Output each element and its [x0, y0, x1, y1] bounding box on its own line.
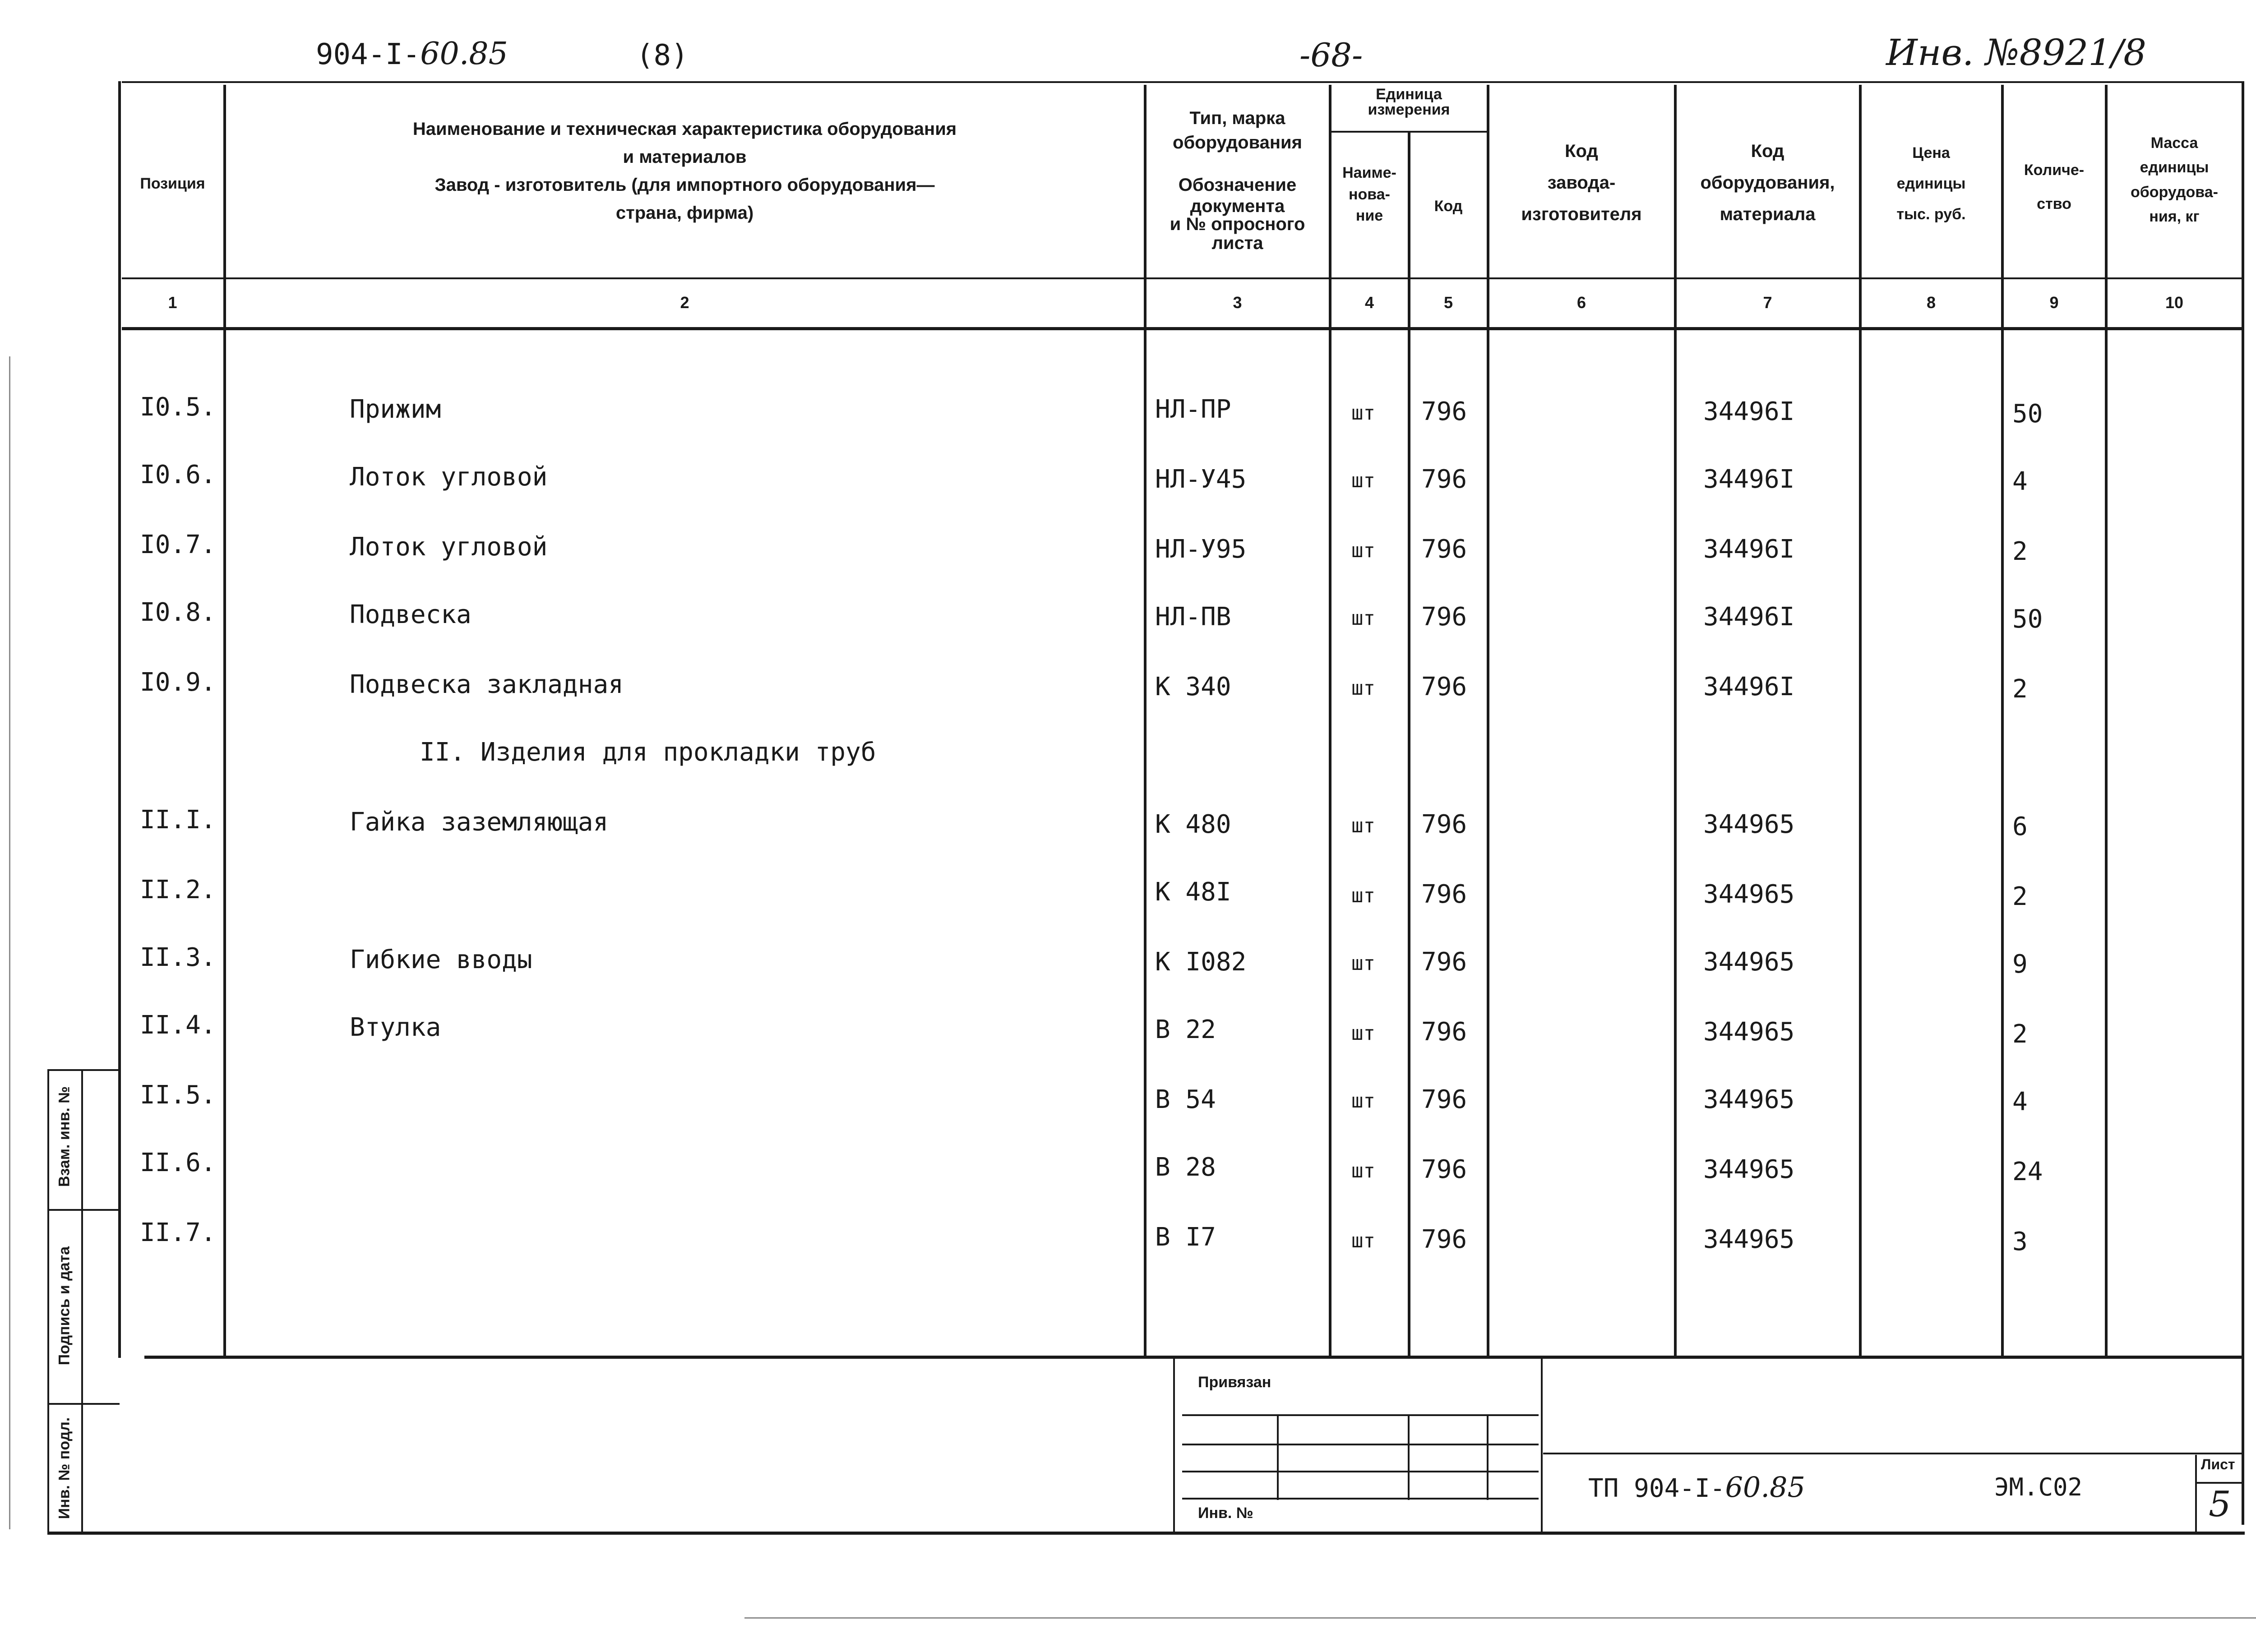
row-unit-code: 796 [1421, 672, 1467, 701]
row-quantity: 24 [2012, 1157, 2043, 1186]
row-unit-code: 796 [1421, 880, 1467, 909]
header-quantity-line1: Количе- [2024, 162, 2085, 179]
row-material-code: 34496I [1703, 535, 1795, 564]
header-type-line6: листа [1211, 233, 1263, 253]
row-name: Втулка [350, 1013, 441, 1042]
row-unit: шт [1351, 1159, 1375, 1182]
header-quantity-line2: ство [2037, 195, 2071, 212]
row-unit-code: 796 [1421, 397, 1467, 426]
col-sep [1674, 85, 1677, 1358]
page-marker: -68- [1299, 36, 1363, 74]
column-number: 8 [1926, 293, 1936, 312]
numbers-bottom-rule [122, 327, 2242, 330]
header-maker-code-line3: изготовителя [1521, 204, 1642, 224]
row-position: II.7. [140, 1218, 216, 1247]
side-stamp-outer [47, 1069, 49, 1534]
inventory-label: Инв. № [1886, 32, 2020, 74]
scan-line [9, 356, 10, 1529]
privyazan-box-right [1541, 1358, 1543, 1534]
row-quantity: 50 [2012, 605, 2043, 634]
col-sep [1329, 85, 1331, 1358]
body-bottom-rule [144, 1356, 2242, 1359]
privyazan-grid-rule [1182, 1444, 1539, 1445]
row-type: В I7 [1155, 1223, 1216, 1252]
row-position: II.6. [140, 1148, 216, 1177]
row-position: II.5. [140, 1080, 216, 1110]
doc-code [316, 36, 508, 72]
row-position: I0.5. [140, 392, 216, 422]
header-price-line1: Цена [1912, 144, 1950, 162]
row-position: II.I. [140, 805, 216, 835]
column-number: 1 [168, 293, 177, 312]
side-stamp-inner [81, 1069, 83, 1534]
row-quantity: 3 [2012, 1227, 2028, 1256]
privyazan-grid-rule [1182, 1471, 1539, 1472]
scan-line [744, 1617, 2256, 1619]
header-material-code [1676, 135, 1859, 230]
header-maker-code [1489, 135, 1674, 230]
row-material-code: 344965 [1703, 880, 1795, 909]
header-mass-line3: оборудова- [2131, 183, 2218, 201]
row-material-code: 344965 [1703, 1225, 1795, 1254]
row-type: НЛ-У95 [1155, 535, 1247, 564]
row-name: Гайка заземляющая [350, 808, 609, 837]
column-number: 7 [1763, 293, 1772, 312]
row-unit-code: 796 [1421, 1085, 1467, 1114]
row-unit: шт [1351, 401, 1375, 425]
row-name: Лоток угловой [350, 462, 548, 492]
row-unit: шт [1351, 1229, 1375, 1252]
row-type: В 22 [1155, 1015, 1216, 1044]
title-doc-code [1588, 1471, 1805, 1504]
header-unit-name-line3: ние [1355, 207, 1383, 225]
side-stamp-signature: Подпись и дата [55, 1246, 73, 1366]
privyazan-grid-rule [1182, 1498, 1539, 1500]
row-quantity: 4 [2012, 467, 2028, 496]
row-type: НЛ-ПР [1155, 395, 1231, 424]
row-quantity: 4 [2012, 1087, 2028, 1117]
row-material-code: 344965 [1703, 810, 1795, 839]
column-number: 2 [680, 293, 689, 312]
row-name: Лоток угловой [350, 532, 548, 562]
row-type: В 28 [1155, 1153, 1216, 1182]
row-unit-code: 796 [1421, 1225, 1467, 1254]
header-mass [2107, 131, 2242, 229]
row-position: I0.6. [140, 460, 216, 489]
side-stamp-replacement: Взам. инв. № [55, 1086, 73, 1187]
row-position: I0.8. [140, 598, 216, 627]
header-type-line2: оборудования [1173, 133, 1302, 152]
row-material-code: 34496I [1703, 602, 1795, 632]
list-label: Лист [2201, 1456, 2235, 1472]
row-quantity: 2 [2012, 882, 2028, 911]
row-quantity: 50 [2012, 399, 2043, 429]
header-mass-line4: ния, кг [2149, 208, 2200, 226]
header-unit-group [1331, 87, 1487, 117]
row-unit: шт [1351, 1022, 1375, 1045]
row-type: В 54 [1155, 1085, 1216, 1114]
row-name: Прижим [350, 395, 441, 424]
header-mass-line1: Масса [2150, 134, 2198, 152]
header-maker-code-line1: Код [1565, 141, 1598, 161]
header-bottom-rule [122, 277, 2242, 279]
row-material-code: 344965 [1703, 1085, 1795, 1114]
list-number: 5 [2209, 1484, 2231, 1525]
header-maker-code-line2: завода- [1547, 173, 1616, 193]
title-block-rule [1543, 1453, 2242, 1454]
frame-bottom [47, 1532, 2245, 1535]
header-name [226, 115, 1144, 227]
row-name: Подвеска [350, 600, 472, 629]
column-number: 3 [1233, 293, 1242, 312]
inventory-number [1886, 32, 2146, 74]
row-unit: шт [1351, 469, 1375, 492]
header-material-code-line3: материала [1720, 204, 1816, 224]
row-unit: шт [1351, 539, 1375, 562]
row-quantity: 9 [2012, 950, 2028, 979]
header-unit-line1: Единица [1376, 86, 1442, 103]
row-unit-code: 796 [1421, 810, 1467, 839]
row-type: НЛ-ПВ [1155, 602, 1231, 632]
section-heading: II. Изделия для прокладки труб [420, 738, 876, 767]
header-material-code-line2: оборудования, [1700, 173, 1835, 193]
inventory-value: 8921/8 [2019, 32, 2147, 74]
column-number: 6 [1576, 293, 1586, 312]
title-doc-handwritten: 60.85 [1725, 1471, 1805, 1504]
sheet-paren: (8) [636, 39, 689, 72]
title-doc-prefix: ТП 904-I- [1588, 1474, 1725, 1503]
header-unit-code: Код [1434, 198, 1463, 215]
header-name-line1: Наименование и техническая характеристика оборудования [412, 119, 957, 139]
header-unit-line2: измерения [1368, 101, 1450, 118]
row-unit: шт [1351, 677, 1375, 700]
doc-code-handwritten: 60.85 [420, 36, 508, 72]
row-quantity: 2 [2012, 1020, 2028, 1049]
header-price-line2: единицы [1896, 175, 1966, 192]
row-type: К 480 [1155, 810, 1231, 839]
row-material-code: 344965 [1703, 947, 1795, 977]
header-name-line3: Завод - изготовитель (для импортного оборудования— [435, 175, 935, 195]
row-material-code: 34496I [1703, 397, 1795, 426]
row-material-code: 344965 [1703, 1017, 1795, 1047]
frame-right [2242, 81, 2244, 1525]
row-position: II.2. [140, 875, 216, 904]
row-position: I0.7. [140, 530, 216, 559]
row-material-code: 34496I [1703, 672, 1795, 701]
privyazan-grid-col [1277, 1414, 1279, 1500]
header-type [1146, 106, 1329, 253]
header-mass-line2: единицы [2140, 159, 2209, 176]
column-number: 10 [2165, 293, 2184, 312]
row-type: К I082 [1155, 947, 1247, 977]
side-stamp-original-inv: Инв. № подл. [55, 1417, 73, 1519]
row-position: I0.9. [140, 668, 216, 697]
title-sheet-code: ЭМ.С02 [1994, 1473, 2083, 1501]
header-type-line4: документа [1190, 196, 1285, 216]
row-name: Гибкие вводы [350, 945, 532, 974]
row-unit-code: 796 [1421, 947, 1467, 977]
header-name-line2: и материалов [623, 147, 747, 167]
header-type-line3: Обозначение [1178, 175, 1297, 195]
header-unit-name [1331, 162, 1408, 227]
privyazan-grid-col [1487, 1414, 1489, 1500]
row-quantity: 6 [2012, 812, 2028, 841]
top-rule [122, 81, 2242, 83]
row-unit: шт [1351, 607, 1375, 630]
row-quantity: 2 [2012, 537, 2028, 566]
privyazan-grid-col [1408, 1414, 1410, 1500]
doc-code-prefix: 904-I- [316, 38, 421, 71]
row-position: II.4. [140, 1011, 216, 1040]
header-position: Позиция [140, 175, 205, 192]
row-material-code: 344965 [1703, 1155, 1795, 1184]
header-price-line3: тыс. руб. [1896, 206, 1966, 223]
row-quantity: 2 [2012, 674, 2028, 704]
row-unit-code: 796 [1421, 465, 1467, 494]
row-position: II.3. [140, 943, 216, 972]
header-type-line5: и № опросного [1170, 214, 1305, 234]
column-number: 4 [1364, 293, 1374, 312]
row-type: К 48I [1155, 877, 1231, 907]
privyazan-box-left [1173, 1358, 1175, 1534]
row-type: К 340 [1155, 672, 1231, 701]
row-unit-code: 796 [1421, 1017, 1467, 1047]
col-sep [1408, 131, 1410, 1358]
row-name: Подвеска закладная [350, 670, 624, 699]
inv-no-label: Инв. № [1198, 1504, 1253, 1522]
col-sep [2105, 85, 2108, 1358]
side-stamp-rule [47, 1209, 120, 1211]
col-sep [2001, 85, 2004, 1358]
privyazan-label: Привязан [1198, 1374, 1271, 1391]
row-unit-code: 796 [1421, 602, 1467, 632]
frame-left [118, 81, 121, 1358]
row-unit: шт [1351, 1089, 1375, 1112]
header-price [1861, 138, 2001, 230]
header-unit-name-line1: Наиме- [1342, 164, 1396, 181]
row-unit: шт [1351, 952, 1375, 975]
header-quantity [2003, 153, 2105, 221]
column-number: 9 [2049, 293, 2059, 312]
row-type: НЛ-У45 [1155, 465, 1247, 494]
unit-group-rule [1329, 131, 1487, 133]
privyazan-grid-rule [1182, 1414, 1539, 1416]
header-unit-name-line2: нова- [1349, 185, 1390, 203]
col-sep [1144, 85, 1146, 1358]
row-unit: шт [1351, 884, 1375, 907]
row-unit-code: 796 [1421, 1155, 1467, 1184]
col-sep [1487, 85, 1489, 1358]
header-material-code-line1: Код [1751, 141, 1784, 161]
column-number: 5 [1443, 293, 1453, 312]
list-box-left [2195, 1455, 2197, 1532]
col-sep [223, 85, 226, 1358]
row-material-code: 34496I [1703, 465, 1795, 494]
header-type-line1: Тип, марка [1189, 108, 1285, 128]
col-sep [1859, 85, 1862, 1358]
header-name-line4: страна, фирма) [615, 203, 754, 223]
row-unit-code: 796 [1421, 535, 1467, 564]
row-unit: шт [1351, 814, 1375, 837]
list-box-rule [2195, 1482, 2242, 1484]
